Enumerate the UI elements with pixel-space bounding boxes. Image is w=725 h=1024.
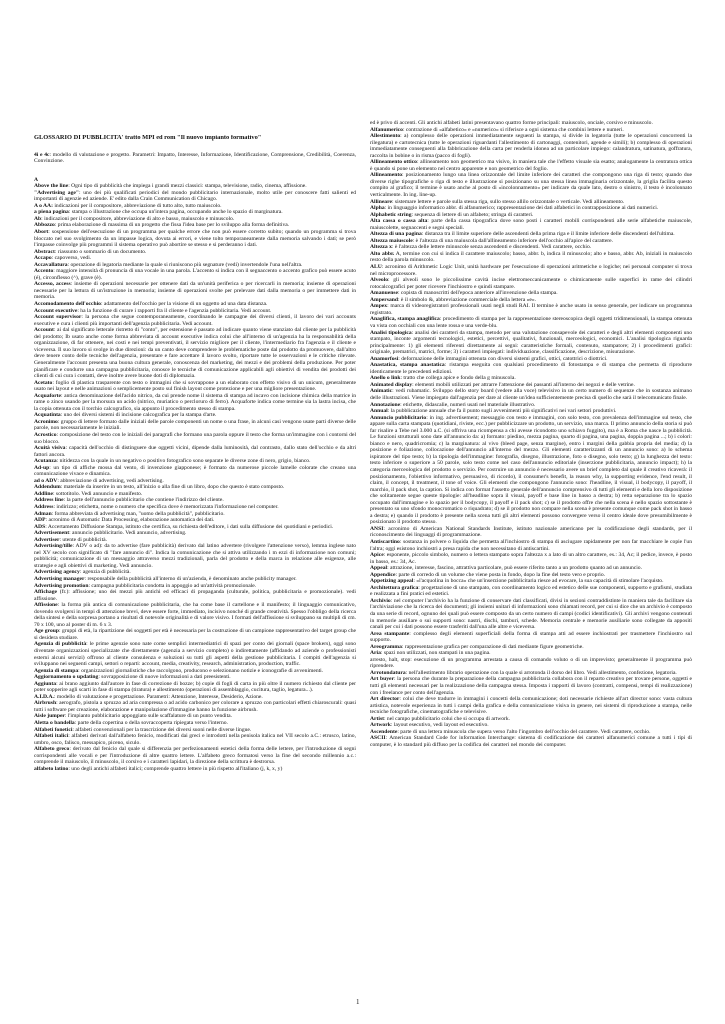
glossary-entry [370, 330, 692, 356]
glossary-entry [34, 733, 356, 746]
entry-definition: : parte di una lettera minuscola che supera verso l'alto l'ingombro dell'occhio del carattere. Vedi carattere, occhio. [397, 728, 651, 735]
entry-definition: : materiale da inserire in un testo, all'inizio o alla fine di un libro, dopo che questo è stato composto. [60, 484, 285, 491]
entry-definition: : copista di manoscritti dell'epoca anteriore all'invenzione della stampa. [397, 290, 558, 297]
entry-definition: : allineamento non geometrico ma visivo, in maniera tale che l'effetto visuale sia esatto; analogamente la centratura ottica è quando si pone un elemento nel centro apparente e non geometrico del foglio. [370, 159, 692, 172]
right-column [370, 120, 692, 990]
entry-definition: : alfabeti derivati dall'alfabeto fenicio, modificati dai greci e introdotti nella penisola italica nel VII secolo a.C.: etrusco, latino, umbro, osco, falisco, messapico, piceno, siculo. [34, 733, 356, 746]
entry-definition: : organizzazioni giornalistiche che raccolgono, producono e selezionano notizie e iconografie di avvenimenti. [78, 667, 324, 674]
entry-definition: : ADV o ad): da to advertise (fare pubblicità) derivato dal latino advertere (rivolgere l'attenzione verso), lemma inglese nato nel XV secolo con significato di "fare annuncio di". Indica la comunicazione che si attiva utilizzando i m ezzi di informazione non comuni; pubblicità; comunicazione di un messaggio attraverso mezzi tradizionali, parla del prodotto e della marca in relazione alle esigenze, alle strategie e agli obiettivi di marketing. Vedi annuncio. [34, 543, 356, 569]
entry-definition: : rappresentazione grafica per comparazione di dati mediante figure geometriche. [401, 643, 584, 650]
entry-definition: indicazioni per il compositore, abbreviazione di tutto alto, tutto maiuscolo. [52, 202, 222, 209]
entry-term: Address line [34, 497, 64, 504]
entry-term: Addline [34, 490, 53, 497]
entry-term: "Advertising age" [34, 189, 79, 196]
entry-term: Alpha [370, 205, 385, 212]
entry-term: alfabeto latino [34, 765, 69, 772]
glossary-entry [34, 281, 356, 301]
entry-definition: : parte di corredo di un volume che viene posta in fondo, dopo la fine del testo vero e proprio. [395, 571, 606, 578]
entry-term: a piena pagina [34, 209, 69, 216]
entry-term: Accesso, access [34, 281, 71, 288]
entry-definition: : nell'allestimento librario operazione con la quale si arrotonda il dorso del libro. Vedi allestimento, confezione, legatoria. [405, 669, 677, 676]
right-entries [370, 120, 692, 749]
entry-term: A o AA: [34, 202, 53, 209]
entry-term: Anello o link [370, 375, 401, 382]
entry-definition: : responsabile della pubblicità all'interno di un'azienda, è denominato anche publicity manager. [84, 576, 297, 582]
entry-term: Account [34, 327, 54, 334]
entry-term: Aggiunta [34, 680, 57, 687]
entry-term: Advertiser [34, 536, 60, 543]
glossary-entry [34, 380, 356, 393]
entry-term: Account supervisor [34, 314, 82, 321]
entry-definition: : ristampa eseguita con qualsiasi procedimento di fotostampa e di stampa che permetta di riprodurre identicamente le precedenti edizioni. [370, 362, 692, 375]
entry-definition: : capacità dell'occhio di distinguere due oggetti vicini, dipende dalla luminosità, dal contrasto, dallo stato dell'occhio e da altri fattori ancora. [34, 445, 356, 458]
entry-definition: : stampa o illustrazione che occupa un'intera pagina, occupando anche lo spazio di marginatura. [68, 209, 283, 216]
entry-term: Analisi tipologica [370, 329, 412, 336]
entry-term: Age group [34, 628, 59, 635]
entry-term: Areogramma [370, 643, 402, 650]
glossary-entry [370, 316, 692, 329]
entry-term: Aggiornamento o updating [34, 674, 99, 681]
entry-term: ADS [34, 523, 46, 530]
entry-term: Ascendente [370, 728, 398, 735]
entry-term: Alfanumerico [370, 126, 403, 133]
glossary-entry [370, 277, 692, 290]
entry-definition: : sottotitolo. Vedi annuncio e manifesto. [52, 490, 143, 497]
entry-term: Anamorfosi [370, 355, 399, 362]
entry-definition: : Ogni tipo di pubblicità che impiega i grandi mezzi classici: stampa, televisione, radio, cinema, affissione. [68, 183, 307, 190]
entry-term: Allestimento [370, 133, 401, 140]
entry-term: Account executive [34, 307, 78, 314]
glossary-entry [34, 543, 356, 569]
glossary-entry [370, 735, 692, 748]
entry-definition: : colui che deve tradurre in immagini i concetti della comunicazione; doti necessarie richieste all'art director sono: vasta cultura artistica, notevole esperienza in tutti i campi della grafica e della comunicazione visiva in genere, nei sistemi di riproduzione a stampa, nelle tecniche fotografiche, cinematografiche e televisive. [370, 696, 692, 716]
entry-term: Allineamento [370, 172, 403, 179]
glossary-entry [370, 415, 692, 526]
entry-term: Appetizing appeal [370, 578, 414, 585]
entry-term: Arrotondatura [370, 669, 406, 676]
entry-definition: : utente di pubblicità. [59, 536, 108, 543]
glossary-entry [34, 268, 356, 281]
entry-term: Amanuense [370, 290, 398, 297]
glossary-entry [370, 251, 692, 264]
document-title: GLOSSARIO DI PUBBLICITA' tratto MPI ed rom "Il nuovo impianto formativo" [34, 135, 262, 141]
entry-term: ANSI [370, 525, 384, 532]
glossary-entry [34, 419, 356, 432]
entry-term: Altezza maiuscole [370, 237, 413, 244]
entry-definition: : gruppi di età, la ripartizione dei soggetti per età è necessaria per la costruzione di un campione rappresentativo del target group che si desidera studiare. [34, 628, 356, 641]
entry-term: Abbozzo [34, 222, 55, 229]
entry-term: Advertising manager [34, 576, 85, 582]
glossary-entry [370, 539, 692, 552]
entry-term: Addendum [34, 484, 61, 491]
entry-definition: (fr.): affissione; uno dei mezzi più antichi ed efficaci di propaganda (culturale, politica, pubblicitaria e promozionale). vedi affissione. [34, 589, 356, 602]
entry-definition: : uno dei diversi sistemi di incisione calcografica per la stampa d'arte. [60, 412, 217, 419]
entry-term: Acquatinta [34, 412, 61, 419]
glossary-entry [370, 388, 692, 401]
glossary-entry [370, 133, 692, 159]
entry-definition: : gli alveoli sono le piccolissime cavità incise elettromeccanicamente o chimicamente sulle superfici in rame dei cilindri rotocalcografici per poter ricevere l'inchiostro e quindi stampare. [370, 277, 692, 290]
entry-definition: A, termine con cui si indica il carattere maiuscolo; basso, abbr. b, indica il minuscolo; alto e basso, abbr. Ab, iniziali in maiuscolo resto della parola minuscolo. [370, 250, 692, 264]
entry-term: Architettura grafica [370, 584, 419, 591]
page-number: 1 [356, 998, 360, 1006]
entry-definition: : composizione del testo con le iniziali dei paragrafi che formano una parola oppure il testo che forma un'immagine con i contorni del suo blocco. [34, 431, 356, 445]
left-entries [34, 177, 356, 773]
glossary-entry [34, 445, 356, 458]
glossary-entry [370, 303, 692, 316]
entry-definition: : acronimo di American National Standards Institute, istituto nazionale americano per la codificazione degli standards, per il riconoscimento dei linguaggi di programmazione. [370, 525, 692, 539]
entry-term: Affichage [34, 589, 57, 596]
entry-term: Advertising/tille [34, 543, 73, 550]
entry-term: Agenzia di pubblicità [34, 641, 87, 648]
glossary-entry [370, 585, 692, 598]
entry-term: Artist [370, 715, 384, 722]
entry-definition: : agenzia di pubblicità. [79, 569, 131, 576]
glossary-entry [34, 746, 356, 766]
glossary-entry [34, 229, 356, 249]
entry-definition: : abbreviazione di advertising, vedi advertising. [57, 477, 164, 484]
entry-definition: : indirizzo; etichetta, nome o numero che specifica dove è memorizzata l'informazione nel computer. [53, 503, 279, 510]
entry-definition: : l'impianto pubblicitario appoggiato sulle scaffalature di un punto vendita. [64, 713, 233, 720]
entry-definition: ed è privo di accenti. Gli antichi alfabeti latini presentavano quattro forme principali: maiuscolo, onciale, corsivo e minuscolo. [370, 120, 653, 126]
glossary-entry [34, 327, 356, 379]
entry-definition: : sospensione dell'esecuzione di un programma per qualche errore che non può essere corretto subito; quando un programma si trova bloccato nel suo svolgimento da un impasse logica, dovuta ai errori, e viene tolto temporaneamente dalla memoria salvando i dati; se però l'impasse coinvolge più programmi il sistema operativo può abortire se stesso e si perderanno i dati. [34, 229, 356, 249]
entry-definition: : modello di valutazione e progettazione. Parametri: Attenzione, Interesse, Desiderio, Azione. [53, 693, 263, 700]
entry-term: Acetato [34, 379, 53, 386]
entry-definition: : annuncio pubblicitario. Vedi annuncio, advertising. [69, 530, 187, 537]
entry-definition: : alfabeti convenzionali per la trascrizione dei diversi suoni nelle diverse lingue. [72, 726, 252, 733]
entry-definition: : derivato dal fenicio dal quale si differenzia per perfezionamenti estetici della forma delle lettere, per l'introduzione di segni corrispondenti alle vocali e per l'introduzione di altre quattro lettere. L'alfabeto greco formatosi verso la fine del secondo millennio a.c.: comprende il maiuscolo, il minuscolo, il corsivo e i caratteri lapidari, la direzione della scrittura è destrorsa. [34, 746, 356, 766]
glossary-entry [370, 696, 692, 716]
entry-term: ASCII [370, 735, 386, 742]
entry-term: Aria [370, 650, 381, 657]
entry-definition: : aerografo, pistola a spruzzo ad aria compressa o ad acido carbonico per colorare a spruzzo con particolari effetti chiaroscurali: quasi tutti i software per creazione, elaborazione e manipolazione d'immagine hanno la funzione airbrush. [34, 700, 356, 713]
entry-definition: : nitidezza con la quale in un negativo o positivo fotografico sono separate le diverse zone di nero, grigio, bianco. [56, 458, 311, 465]
entry-definition: : sistemare lettere e parole sulla stessa riga, sullo stesso allilo orizzontale o verticale. Vedi allineamento. [391, 198, 625, 205]
entry-term: Annotazione [370, 401, 401, 408]
entry-term: Animated display [370, 381, 413, 388]
entry-term: Alfabeti fonetici [34, 726, 73, 733]
entry-definition: : elementi mobili utilizzati per attrarre l'attenzione dei passanti all'interno dei negozi e delle vetrine. [412, 381, 635, 388]
entry-term: Accento [34, 268, 54, 275]
intro-paragraph [34, 152, 356, 165]
entry-term: Allineamento ottico [370, 159, 417, 166]
entry-definition: : ai dal significato letterale ristretto di "conto", per estensione è passato ad indicare quanto viene stanziato dal cliente per la pubblicità del prodotto; Ib usato anche come forma abbreviata di account executive indica colui che all'interno di un'agenzia ha la responsabilità della organizzazione, di far ottenere, nei costi e nei tempi preventivati, il servizio migliore per il cliente, l'intermediario fra l'agenzia e il cliente e viceversa. Il suo lavoro si svolge in due direzioni: da un canto deve comprendere le problematiche poste dal prodotto da promuovere, dall'altro deve tenere conto delle tecniche dell'agenzia, presentare e fare accettare il lavoro svolto, riportare tutte le osservazioni e le critiche rilevate. Generalmente l'account presenta una buona cultura generale, conoscenza del marketing, dei mezzi e dei problemi della produzione. Per poter pianificare e condurre una campagna pubblicitaria, conosce le tecniche di comunicazione applicabili agli obiettivi di vendita dei prodotti dei clienti di cui cura i contatti, deve inoltre avere buone doti di diplomazia. [34, 327, 356, 380]
entry-definition: : è il simbolo &, abbreviazione commerciale della lettera «e». [397, 296, 537, 303]
entry-term: Advertising promotion [34, 582, 89, 589]
entry-definition: : campagna pubblicitaria condotta in appoggio ad un'attività promozionale. [88, 582, 257, 589]
entry-definition: : acronimo di Automatic Data Processing, elaborazione automatica dei dati. [45, 517, 215, 524]
glossary-entry [34, 314, 356, 327]
entry-term: Aisle jumper [34, 713, 65, 720]
glossary-entry [370, 598, 692, 631]
entry-definition: : Accertamento Diffusione Stampa, istituto che certifica, su richiesta dell'editore, i dati sulla diffusione dei quotidiani e periodici. [45, 523, 334, 530]
glossary-entry [34, 681, 356, 694]
entry-definition: : spazi non utilizzati, non stampati in una pagina. [380, 650, 491, 657]
entry-definition: : la forma più antica di comunicazione pubblicitaria, che ha come base il cartellone e il manifesto; il linguaggio comunicativo, dovendo svolgersi in tempi di attenzione brevi, deve essere forte, immediato, incisivo nonché di grande creatività. Spesso l'obbligo della ricerca della sintesi e della sorpresa portano a risultati di notevole originalità e di valore visivo. I formati dell'affissione si sviluppano su multipli di cm. 70 x 100, uno al poster di m. 6 x 3. [34, 602, 356, 628]
entry-term: Acuità visiva [34, 445, 66, 452]
glossary-entry [370, 676, 692, 696]
entry-definition: : a) complesso delle operazioni immediatamente seguenti la stampa, si divide in legatoria (tutte le operazioni concorrenti la rilegatura) e cartotecnica (tutte le operazioni riguardanti l'allestimento di cartonaggi, contenitori, agende e simili); b) complesso di operazioni immediatamente conseguenti alla fabbricazione della carta per renderla idonea ad un particolare impiego: calandratura, satinatura, goffratura, raccolta in bobine o in risma (pacco di fogli). [370, 133, 692, 159]
glossary-entry [370, 631, 692, 644]
entry-definition: : prima elaborazione di massima di un progetto che fissa l'idea base per lo sviluppo alla forma definitiva. [54, 222, 290, 229]
glossary-entry [34, 589, 356, 602]
glossary-entry [370, 218, 692, 231]
entry-term: Ampersand [370, 296, 398, 303]
entry-term: Aletta o bandella [34, 720, 75, 727]
glossary-entry [370, 172, 692, 198]
entry-term: Anastatica, stampa anastatica [370, 362, 445, 369]
entry-definition: : maggiore intensità di pronuncia di una vocale in una parola. L'accento si indica con il segnaccento o accento grafico può essere acuto (é), circonflesso (^), grave (è). [34, 268, 356, 281]
entry-term: Agenzia di stampa [34, 667, 79, 674]
entry-term: Alto abbr. [370, 250, 395, 257]
entry-definition: : uno dei più qualificati periodici del mondo pubblicitario internazionale, molto utile per conoscere fatti salienti ed importanti di agenzie ed aziende. E' edito dalla Crain Communication di Chicago. [34, 189, 356, 203]
entry-term: Ab [34, 215, 42, 222]
entry-definition: : distanza tra il limite superiore delle ascendenti della prima riga e il limite inferiore delle discendenti dell'ultima. [421, 231, 675, 238]
entry-definition: : procedimento di stampa per la rappresentazione stereoscopica degli oggetti tridimensionali, la stampa ottenuta va vista con occhiali con una lente rossa e una verde-blu. [370, 316, 692, 329]
entry-term: Adman [34, 510, 52, 517]
entry-definition: : le prime agenzie sono nate come semplici intermediatrici di spazi per conto dei giornali (space brokers), oggi sono diventate organizzazioni specializzate che direttamente (agenzia a servizio completo) o indirettamente (affidando ad aziende o professionisti esterni alcuni servizi) offrono al cliente consulenza e soluzioni su tutti gli aspetti della gestione pubblicitaria. I compiti dell'agenzia si sviluppano nei seguenti campi, settori o reparti: account, media, creativity, research, administration, production, traffic. [34, 641, 356, 668]
entry-term: Art director [370, 696, 400, 703]
entry-definition: : in linguaggio informatico abbr. di alfanumerico; rappresentazione dei dati alfabetici in contrapposizione ai dati numerici. [384, 205, 659, 212]
glossary-entry [370, 159, 692, 172]
entry-definition: : complesso degli elementi superficiali della forma di stampa atti ad essere inchiostrati per trasmettere l'inchiostro sul supporto. [370, 630, 692, 644]
entry-definition: : la persona che segue contemporaneamente, coordinando le campagne dei diversi clienti, il lavoro dei vari accounts executive e cura i clienti più importanti dell'agenzia pubblicitaria. Vedi account. [34, 314, 356, 327]
entry-definition: : posizionamento lungo una linea orizzontale del limite inferiore dei caratteri che compongono una riga di testo; quando due diverse righe tipografiche o riga di testo e illustrazione si posizionano su una stessa linea immaginaria orizzontale, la griglia facilita questo compito al grafico; il termine è usato anche al posto di «incolonnamento» per indicare da quale lato, destro o sinistro, il testo è incolonnato verticalmente. In ing. line-up. [370, 172, 692, 199]
entry-term: Animatic [370, 388, 393, 395]
entry-term: Area stampante [370, 630, 410, 637]
entry-term: Allineare [370, 198, 392, 205]
entry-term: Ampex [370, 303, 388, 310]
entry-term: Appeal [370, 565, 388, 572]
entry-definition: : gruppo di lettere formato dalle iniziali delle parole componenti un nome o una frase, in alcuni casi vengono usate parti diverse delle parole, non necessariamente le iniziali. [34, 418, 356, 432]
entry-term: Abort [34, 229, 49, 236]
entry-term: Accapo [34, 255, 52, 262]
entry-term: ALU [370, 264, 382, 271]
entry-term: Advertising agency [34, 569, 80, 576]
entry-definition: : sequenza di lettere di un alfabeto; stringa di caratteri. [411, 211, 534, 218]
entry-definition: : operazione di legatoria mediante la quale si riuniscono più segnature (vedi) invertendole l'una nell'altra. [67, 261, 303, 268]
entry-term: Alphabetic string [370, 211, 412, 218]
entry-definition: : ha la funzione di curare i rapporti fra il cliente e l'agenzia pubblicitaria. Vedi account. [77, 307, 272, 314]
entry-term: Artwork [370, 722, 391, 729]
entry-definition: : acronimo di Arithmetic Logic Unit, unità hardware per l'esecuzione di operazioni aritmetiche o logiche; nei personal computer si trova nel microprocessore. [370, 264, 692, 277]
entry-definition: arresto, halt, stop: esecuzione di un programma arrestata a causa di comando voluto o di un imprevisto; generalmente il programma può riprendere. [370, 656, 692, 670]
entry-definition: : la pubblicazione annuale che fa il punto sugli avvenimenti più significativi nei vari settori produttivi. [387, 408, 617, 415]
glossary-entry [370, 657, 692, 670]
glossary-entry [34, 766, 356, 773]
entry-definition: : tratto che collega apice e fondo della g minuscola. [400, 375, 516, 382]
entry-definition: : attrazione, interesse, fascino, attrattiva particolare, può essere riferito tanto a un prodotto quanto ad un annuncio. [387, 565, 642, 572]
entry-definition: : marca di videoregistratori professionali usati negli studi RAI. Il termine è anche usato in senso generale, per indicare un programma registrato. [370, 303, 692, 316]
entry-definition: : è l'altezza delle lettere minuscole senza ascendenti e discendenti. Vedi carattere, occhio. [391, 244, 592, 251]
glossary-entry [34, 393, 356, 413]
entry-term: Accomodamento dell'occhio [34, 301, 101, 308]
entry-definition: : capoverso, vedi. [51, 255, 92, 262]
entry-definition: : parte della cassa tipografica dove sono posti i caratteri mobili corrispondenti alle serie alfabetiche maiuscole, maiuscolette, segnaccenti e segni speciali. [370, 218, 692, 231]
glossary-entry [34, 700, 356, 713]
entry-term: Ad-up [34, 464, 50, 471]
intro-text: : modello di valutazione e progetto. Parametri: Impatto, Interesse, Informazione, Identificazione, Comprensione, Credibilità, Coerenza, Convinzione. [34, 151, 356, 165]
entry-definition: : antica denominazione dell'acido nitrico, da cui prende nome il sistema di stampa ad incavo con incisione chimica della matrice in rame o zinco usando per la morsura un acido (nitrico, muriatico o percloruro di ferro). Acquaforte indica come termine sia la lastra incisa, che la copia ottenuta con il torchio calcografico, sia appunto il procedimento stesso di stampa. [34, 392, 356, 412]
entry-definition: : foglio di plastica trasparente con testo o immagini che si sovrappone a un elaborato con effetto visivo di un unicum, generalmente usato nei layout e nelle animazioni o semplicemente posto sul finish layout come protezione e per una migliore presentazione. [34, 379, 356, 393]
entry-definition: : la persona che durante la preparazione della campagna pubblicitaria collabora con il reparto creativo per trovare persone, oggetti e tutti gli elementi necessari per la realizzazione della campagna stessa. Imposta i rapporti di lavoro (contratti, compensi, tempi di realizzazione) con i freelance per conto dell'agenzia. [370, 676, 692, 696]
entry-definition: : riassunto o sommario di un documento. [54, 248, 147, 255]
entry-definition: : un tipo di affiche mossa dal vento, di invenzione giapponese; è formato da numerose piccole lamelle colorate che creano una comunicazione vivace e dinamica. [34, 464, 356, 478]
glossary-entry [370, 526, 692, 539]
entry-term: Acrostico [34, 431, 57, 438]
entry-term: A.I.D.A. [34, 693, 54, 700]
intro-term: 4i e 4c [34, 151, 50, 158]
entry-term: Annual [370, 408, 388, 415]
entry-term: Alfabeto greco [34, 746, 70, 753]
entry-definition: : forma abbreviata di advertising man, "uomo della pubblicità", pubblicitario. [51, 510, 225, 517]
entry-term: ADP [34, 517, 46, 524]
glossary-entry [370, 264, 692, 277]
entry-term: Alveolo [370, 277, 389, 284]
entry-term: Archivio [370, 597, 391, 604]
glossary-entry [370, 362, 692, 375]
entry-term: Altezza x [370, 244, 392, 251]
entry-term: ad o ADV [34, 477, 58, 484]
entry-term: Acquaforte [34, 392, 62, 399]
glossary-entry [370, 552, 692, 565]
entry-term: Acutanza [34, 458, 57, 465]
entry-term: Address [34, 503, 54, 510]
entry-definition: : indicazioni per il compositore, abbreviazione di alto e basso, maiuscolo e minuscolo. [41, 215, 235, 222]
entry-term: Airbrush [34, 700, 57, 707]
entry-definition: : progettazione di uno stampato, con coordinamento logico ed estetico delle sue componenti, supporto e grafismi, studiata e realizzata a fini pratici ed estetici. [370, 584, 692, 598]
glossary-entry [34, 628, 356, 641]
entry-definition: : nel campo pubblicitario colui che si occupa di artwork. [383, 715, 511, 722]
glossary-entry [34, 602, 356, 628]
entry-definition: : la parte dell'annuncio pubblicitario che contiene l'indirizzo del cliente. [63, 497, 224, 504]
entry-term: Altezza di una pagina [370, 231, 422, 238]
entry-definition: : ai brano aggiunto dall'autore in fase di correzione di bozze; b) copie di fogli di carta in più oltre il numero richiesto dal cliente per poter sopperire agli scarti in fase di stampa (tiratura) e allestimento (operazioni di assemblaggio, cucitura, taglio, legatura...). [34, 680, 356, 694]
glossary-entry [34, 465, 356, 478]
entry-term: Abstract [34, 248, 55, 255]
entry-definition: : layout esecutivo, vedi layout ed esecutivo. [390, 722, 489, 729]
entry-term: Alfabeti italici [34, 733, 69, 740]
entry-definition: : nel computer l'archivio ha la funzione di conservare dati classificati, divisi in sezioni contraddistinte in maniera tale da facilitare sia l'archiviazione che la ricerca dei documenti; gli insiemi unitari di informazioni sono chiamati record, per cui si dice che un archivio è composto da una serie di record, ognuno dei quali può essere composto da un certo numero di campi (codici identificativi). Gli archivi vengono contenuti in memorie ausiliare o sui supporti sono: nastri, dischi, tamburi, schede. Memoria centrale e memorie ausiliarie sono collegate da appositi canali per cui i dati possono essere trasferiti dall'una alle altre e viceversa. [370, 597, 692, 631]
entry-term: Annuncio pubblicitario [370, 414, 427, 421]
entry-term: Anaglifica, stampa anaglifica [370, 316, 440, 323]
entry-definition: : insieme di operazioni necessarie per ottenere dati da un'unità periferica o per ricercarli in memoria; insieme di operazioni necessarie per la lettura di un'istruzione in memoria; insieme di operazioni svolte per prelevare dati dalla memoria o per immettere dati in memoria. [34, 281, 356, 301]
entry-definition: : sostanza in polvere o liquida che permetta all'inchiostro di stampa di asciugare rapidamente per non far macchiare le copie l'un l'altra; oggi esistono inchiostri a presa rapida che non necessitano di antiscartini. [370, 539, 692, 552]
entry-definition: : contrazione di «alfabetico» e «numerico» si riferisce a ogni sistema che combini lettere e numeri. [402, 126, 624, 133]
entry-definition: : American Standard Code for information Interchange: sistema di codificazione dei caratteri alfanumerici comune a tutti i tipi di computer, è lo standard più diffuso per la codifica dei caratteri nel mondo dei computer. [370, 735, 692, 748]
entry-definition: : esponente, piccolo simbolo, numero o lettera stampato sopra l'altezza x a lato di un altro carattere, es.: 34, Ac; il pedice, invece, è posto in basso, es.: 34, Ac. [370, 552, 692, 565]
entry-term: Above the line [34, 183, 69, 190]
entry-definition: : sovrapposizione di nuove informazioni a dati preesistenti. [98, 674, 231, 681]
entry-term: Acronimo [34, 418, 58, 425]
entry-term: Accavallatura [34, 261, 68, 268]
entry-term: Affissione [34, 602, 58, 609]
entry-definition: : «l'acquolina in bocca» che un'inserzione pubblicitaria riesce ad evocare, la sua capacità di stimolare l'acquisto. [413, 578, 664, 585]
entry-term: Antiscartino [370, 539, 400, 545]
left-column [34, 135, 356, 1005]
entry-definition: : in ing. advertisement; messaggio con testo e immagini, con solo testo, con prevalenza dell'immagine sul testo, che appare sulla carta stampata (quotidiani, riviste, ecc.) per pubblicizzare un prodotto, un servizio, una marca. Il primo annuncio della storia si può far risalire a Tebe nel 3.000 a.C. (si offriva una ricompensa a chi avesse ricondotto uno schiavo fuggito), ma è a Roma che nasce la pubblicità. Le funzioni strutturali sono date all'annuncio da: a) formato: piedino, mezza pagina, quarto di pagina, una pagina, doppia pagina ...; b) i colori: bianco e nero, quadricromia; c) la marginatura: al vivo (bleed page, senza margine), entro i margini della gabbia propria del media; d) la posizione e foliazione, collocazione dell'annuncio all'interno del mezzo. Gli elementi caratterizzanti di un annuncio sono: a) lo schema ispiratore del tipo testo; b) la tipologia dell'immagine: fotografia, disegno, illustrazione, foto o disegno, solo testo; g) la lunghezza del testo: testo inferiore o superiore a 50 parole, solo testo come nel caso dell'annuncio editoriale (inserzione pubblicitaria, annuncio impact); h) la categoria merceologica del prodotto o servizio. Per costruire un annuncio è necessario avere un brief completo dal quale il creativo ricaverà: il posizionamento, l'obiettivo informativo, persuasivo, di ricordo), il consumer's benefit, la reason why, la supporting evidence, l'end result, il claim, il concept, il treatment, il tone of voice. Gli elementi che compongono l'annuncio sono: l'headline, il visual, il bodycopy, il payoff, il marchio, il pack shot, la caption. Si indica con format l'assetto generale dell'annuncio comprensivo di tutti gli elementi e della loro disposizione che solitamente segue queste tipologie: all'headline sopra il visual, payoff e base line in basso a destra; b) retta separazione tra lo spazio occupato dall'immagine e lo spazio per il bodycopy, il payoff e il pack shot; c) se il prodotto offre che nella scena è nello spazio sottostante è presentato su uno sfondo monocromatico o riquadrato; d) se il prodotto non compare nella scena è presente comunque come pack shot in basso a destra; e) quando il prodotto è presente nella scena tutti gli altri elementi possono convergere verso il centro ideale dove presumibilmente è posizionato il prodotto stesso. [370, 414, 692, 526]
entry-definition: : vedi rubamatic. Sviluppo dello story board (vedere alla voce) televisivo in un certo numero di sequenze che in sostanza animano delle illustrazioni. Viene impiegato dall'agenzia per dare al cliente un'idea sufficientemente precisa di quello che sarà il telecomunicato finale. [370, 388, 692, 401]
entry-term: Art buyer [370, 676, 394, 683]
entry-definition: : deformazione delle immagini ottenuta con diversi sistemi grafici, ottici, catottrici o diottrici. [398, 355, 608, 362]
section-letter: A [34, 176, 39, 183]
entry-definition: : è l'altezza di una maiuscola dall'allineamento inferiore dell'occhio all'apice del carattere. [412, 237, 614, 244]
entry-definition: : uno degli antichi alfabeti italici; comprende quattro lettere in più rispetto all'italiano (j, k, x, y) [68, 765, 283, 772]
entry-definition: : etichette, didascalie, numeri usati nel materiale illustrativo. [400, 401, 536, 408]
glossary-entry [34, 190, 356, 203]
entry-term: Appendice [370, 571, 396, 578]
glossary-entry [34, 432, 356, 445]
glossary-entry [34, 641, 356, 667]
entry-term: Alta cassa o cassa alta [370, 218, 428, 225]
entry-definition: : adattamento dell'occhio per la visione di un oggetto ad una data distanza. [100, 301, 268, 308]
entry-term: Advertisement [34, 530, 70, 537]
entry-term: Apice [370, 552, 384, 559]
entry-definition: : parte della copertina o della sovraccoperta ripiegata verso l'interno. [74, 720, 228, 727]
entry-definition: : analisi dei caratteri da stampa, metodo per una valutazione consapevole dei caratteri e degli altri elementi componenti uno stampato, inconte argomenti tecnologici, estetici, percettivi, qualitativi, funzionali, merceologici, economici. L'analisi tipologica riguarda principalmente: 1) gli elementi riferenti direttamente ai segni: caratteristiche formali, contenuto, stampatore; 2) i procedimenti grafici: originale, prematrici, matrici, forme; 3) i caratteri impiegati: individuazione, classificazione, descrizione, misurazione. [370, 329, 692, 356]
